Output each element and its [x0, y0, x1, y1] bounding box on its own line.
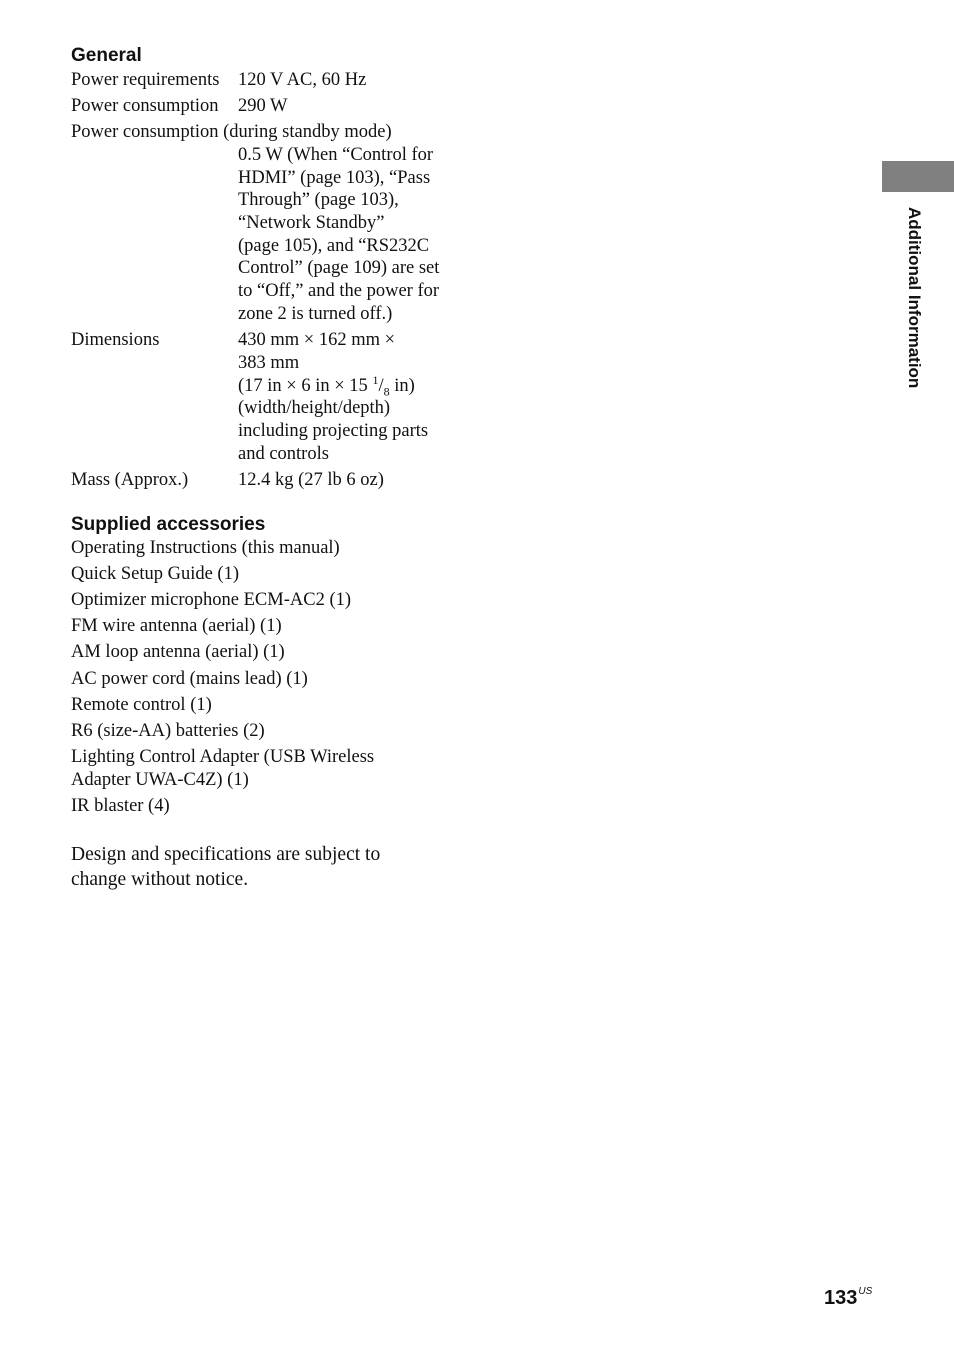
- standby-power-line: Control” (page 109) are set: [238, 258, 440, 278]
- list-item: Operating Instructions (this manual): [71, 538, 340, 558]
- list-item: Remote control (1): [71, 695, 212, 715]
- standby-power-line: HDMI” (page 103), “Pass: [238, 168, 431, 188]
- mass-value: 12.4 kg (27 lb 6 oz): [238, 470, 384, 490]
- section-tab-marker: [882, 161, 954, 192]
- list-item: Lighting Control Adapter (USB Wireless: [71, 747, 375, 767]
- power-consumption-value: 290 W: [238, 96, 288, 116]
- dimensions-line: and controls: [238, 444, 329, 464]
- list-item: AM loop antenna (aerial) (1): [71, 642, 285, 662]
- standby-power-line: to “Off,” and the power for: [238, 281, 440, 301]
- standby-power-label: Power consumption (during standby mode): [71, 122, 392, 142]
- fraction-numerator: 1: [372, 372, 379, 387]
- list-item: FM wire antenna (aerial) (1): [71, 616, 282, 636]
- page-number-value: 133: [824, 1287, 858, 1309]
- standby-power-line: zone 2 is turned off.): [238, 304, 393, 324]
- dimensions-line: (width/height/depth): [238, 398, 391, 418]
- power-requirements-value: 120 V AC, 60 Hz: [238, 70, 367, 90]
- list-item: AC power cord (mains lead) (1): [71, 669, 308, 689]
- notice-line: Design and specifications are subject to: [71, 844, 381, 865]
- mass-label: Mass (Approx.): [71, 470, 189, 490]
- list-item: Quick Setup Guide (1): [71, 564, 240, 584]
- list-item: R6 (size-AA) batteries (2): [71, 721, 265, 741]
- dimensions-line: 430 mm × 162 mm ×: [238, 330, 396, 350]
- dimensions-line: 383 mm: [238, 353, 300, 373]
- dimensions-inches-line: (17 in × 6 in × 15 $^1/_8$ in): [238, 372, 415, 399]
- power-consumption-label: Power consumption: [71, 96, 219, 116]
- list-item: Adapter UWA-C4Z) (1): [71, 770, 249, 790]
- page-number-suffix: US: [858, 1286, 873, 1297]
- section-tab-label: Additional Information: [905, 207, 924, 389]
- page-number: [824, 1280, 872, 1310]
- standby-power-line: Through” (page 103),: [238, 190, 399, 210]
- list-item: IR blaster (4): [71, 796, 170, 816]
- general-heading: General: [71, 45, 142, 66]
- power-requirements-label: Power requirements: [71, 70, 220, 90]
- list-item: Optimizer microphone ECM-AC2 (1): [71, 590, 352, 610]
- standby-power-line: “Network Standby”: [238, 213, 385, 233]
- notice-line: change without notice.: [71, 869, 249, 890]
- specification-notice: [71, 842, 380, 892]
- dimensions-inches-prefix: (17 in × 6 in × 15: [238, 376, 373, 396]
- fraction-denominator: 8: [383, 384, 390, 399]
- dimensions-inches-suffix: in): [389, 376, 415, 396]
- accessories-heading: Supplied accessories: [71, 514, 266, 535]
- standby-power-line: (page 105), and “RS232C: [238, 236, 430, 256]
- dimensions-line: including projecting parts: [238, 421, 429, 441]
- standby-power-line: 0.5 W (When “Control for: [238, 145, 434, 165]
- dimensions-label: Dimensions: [71, 330, 160, 350]
